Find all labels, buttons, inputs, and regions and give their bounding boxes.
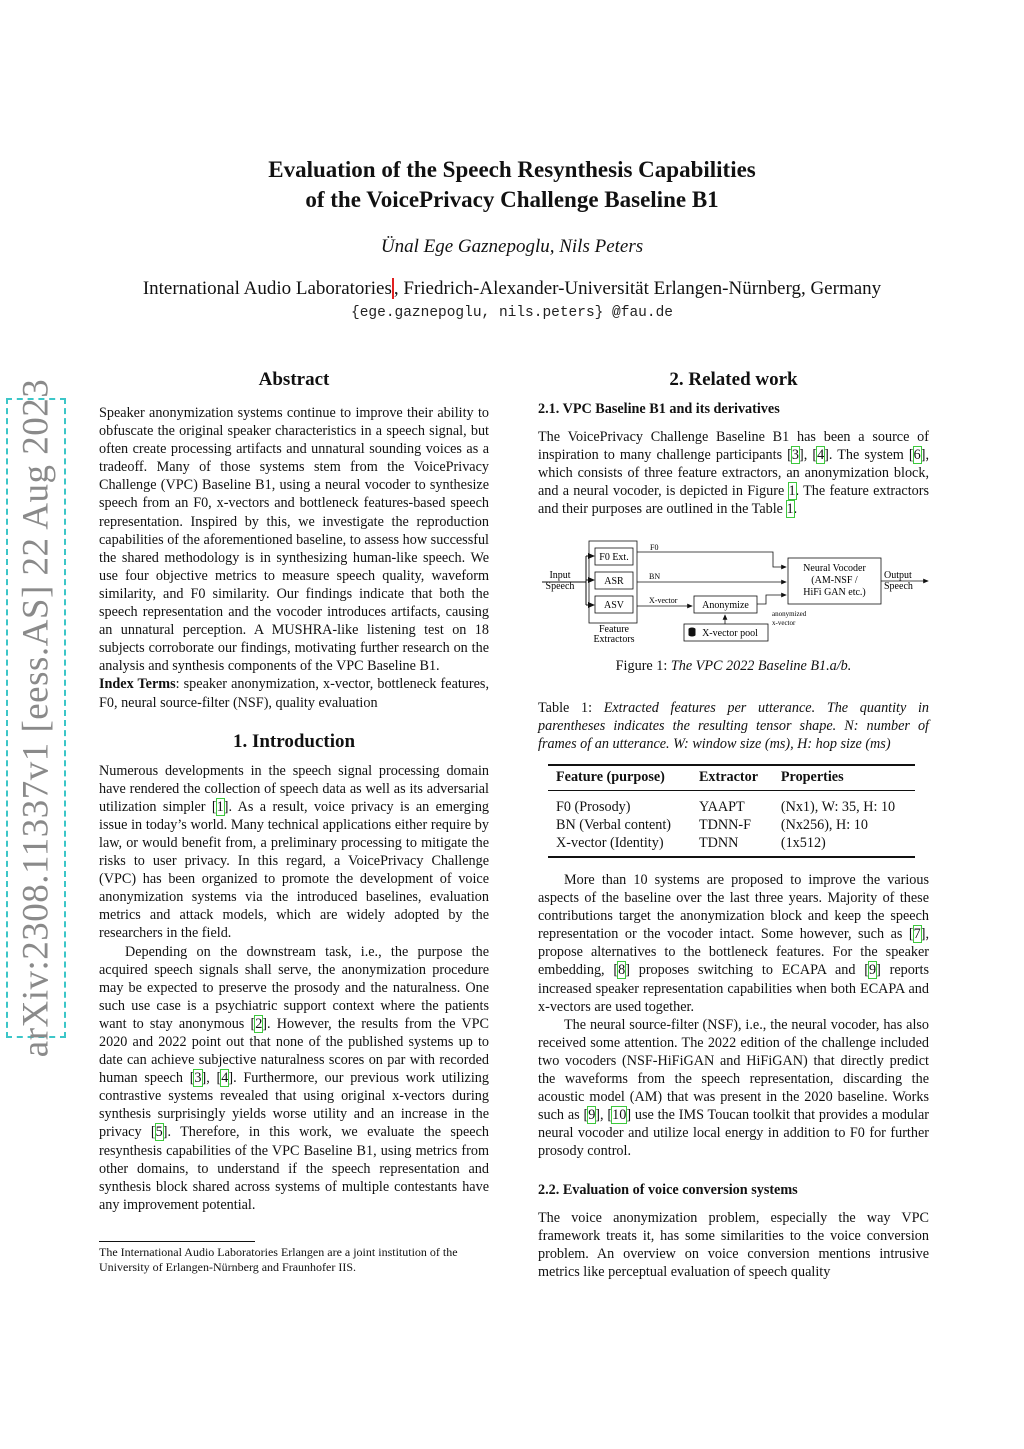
citation-link-10[interactable]: 10 [612, 1107, 627, 1124]
subsection-2-2-heading: 2.2. Evaluation of voice conversion systems [538, 1181, 798, 1198]
related-paragraph-2 [538, 871, 929, 1016]
table-cell: YAAPT [698, 799, 745, 815]
table-header-cell: Feature (purpose) [548, 765, 691, 791]
related-p2-text-c: ] proposes switching to ECAPA and [ [625, 962, 869, 979]
related-p3-text-a: The neural source-filter (NSF), i.e., the neural vocoder, has also received some attention. The 2022 edition of the challenge included two vocoders (NSF-HiFiGAN and HiFiGAN) that directly predict the waveforms from the speech representation, discarding the acoustic model (AM) that was present in the 2020 baseline. Works such as [ [538, 1016, 929, 1124]
input-speech-label-2: Speech [545, 581, 575, 592]
left-column [99, 368, 489, 1214]
introduction-heading: 1. Introduction [232, 730, 356, 752]
table-cell: F0 (Prosody) [556, 799, 631, 815]
related-paragraph-4: The voice anonymization problem, especially the way VPC framework treats it, has some similarities to the voice conversion problem. An overview on voice conversion mentions intrusive metrics like perceptual evaluation of speech quality [538, 1209, 929, 1280]
anonymized-xvector-path [757, 595, 786, 604]
asr-label: ASR [604, 576, 624, 587]
citation-link-9[interactable]: 9 [588, 1107, 596, 1124]
xvector-pool-label: X-vector pool [702, 628, 758, 639]
table-link-1[interactable]: 1 [786, 501, 794, 518]
related-p1-text-b: ], [ [799, 447, 818, 464]
author-emails: {ege.gaznepoglu, nils.peters} @fau.de [351, 305, 673, 321]
affiliation-footnote-link[interactable]: International Audio Laboratories [142, 278, 392, 299]
citation-link-1[interactable]: 1 [216, 798, 224, 815]
f0-signal-path [637, 552, 786, 567]
figure-caption-text: The VPC 2022 Baseline B1.a/b. [670, 658, 852, 674]
related-p1-text-a: The VoicePrivacy Challenge Baseline B1 has been a source of inspiration to many challenge participants [ [538, 429, 929, 464]
neural-vocoder-label-3: HiFi GAN etc.) [803, 587, 866, 598]
figure-link-1[interactable]: 1 [788, 483, 796, 500]
figure-1-caption [538, 658, 929, 675]
table-header-row [548, 765, 915, 791]
footnote: The International Audio Laboratories Erlangen are a joint institution of the University of Erlangen-Nürnberg and Fraunhofer IIS. [99, 1245, 458, 1274]
bn-path-label: BN [649, 572, 661, 581]
title-line-1: Evaluation of the Speech Resynthesis Capabilities [268, 157, 756, 182]
citation-link-4[interactable]: 4 [221, 1070, 229, 1087]
features-table [548, 764, 915, 858]
neural-vocoder-label-2: (AM-NSF / [811, 575, 858, 586]
citation-link-9[interactable]: 9 [868, 962, 877, 979]
citation-link-7[interactable]: 7 [913, 926, 921, 943]
related-p1-text-f: . [793, 501, 798, 518]
table-header-cell: Extractor [691, 765, 773, 791]
index-terms-text: : speaker anonymization, x-vector, bottleneck features, F0, neural source-filter (NSF), quality evaluation [99, 676, 489, 711]
intro-p1-text-a: Numerous developments in the speech signal processing domain have rendered the collection of speech data as well as its adversarial utilization simpler [ [99, 762, 489, 815]
citation-link-2[interactable]: 2 [255, 1015, 263, 1032]
paper-authors: Ünal Ege Gaznepoglu, Nils Peters [380, 236, 644, 257]
table-cell: (1x512) [773, 834, 915, 857]
abstract-heading: Abstract [258, 369, 330, 390]
output-speech-label-1: Output [884, 570, 912, 581]
related-p3-text-c: ] use the IMS Toucan toolkit that provides a modular neural vocoder and utilize local energy in addition to F0 for further prosody control. [538, 1107, 929, 1160]
related-p2-text-a: More than 10 systems are proposed to improve the various aspects of the baseline over the last three years. Majority of these contributions target the anonymization block and keep the speech representation or the vocoder intact. Some however, such as [ [538, 872, 929, 943]
related-paragraph-1 [538, 428, 929, 518]
asv-label: ASV [603, 600, 625, 611]
table-row [548, 791, 915, 817]
footnote-rule [99, 1241, 255, 1242]
table-cell: TDNN-F [698, 817, 751, 833]
table-row [548, 816, 915, 834]
anonymized-xvector-label-1: anonymized [772, 610, 807, 618]
table-cell: (Nx1), W: 35, H: 10 [780, 799, 896, 815]
related-p3-text-b: ], [ [595, 1107, 613, 1124]
citation-link-5[interactable]: 5 [155, 1124, 163, 1141]
related-paragraph-3 [538, 1016, 929, 1161]
figure-caption-prefix: Figure 1: [615, 658, 671, 674]
intro-p1-text-b: ]. As a result, voice privacy is an emerging issue in today’s world. Many technical applications either require by law, or would benefit from, a preliminary processing to mitigate the risks to user privacy. In this regard, a VoicePrivacy Challenge (VPC) has been organized to promote the development of voice anonymization systems via the introduced baselines, evaluation metrics and attack models, which are widely adopted by the researchers in the field. [99, 798, 490, 942]
table-cell: X-vector (Identity) [548, 834, 691, 857]
feature-extractors-label-2: Extractors [593, 634, 635, 645]
intro-p2-text-d: ]. Furthermore, our previous work utilizing contrastive systems revealed that using original x-vectors during synthesis surprisingly yields worse utility and an increase in the privacy [ [99, 1070, 489, 1141]
f0-path-label: F0 [650, 543, 659, 552]
input-speech-label-1: Input [549, 570, 571, 581]
related-p2-text-b: ], propose alternatives to the bottleneck features. For the speaker embedding, [ [538, 926, 929, 979]
intro-paragraph-1 [99, 762, 489, 943]
related-p2-text-d: ] reports increased speaker representation capabilities when both ECAPA and x-vectors are used together. [538, 962, 929, 1015]
table-cell: TDNN [691, 834, 773, 857]
table-1-caption [538, 699, 929, 753]
intro-paragraph-2 [99, 943, 489, 1214]
related-p1-text-c: ]. The system [ [824, 447, 914, 464]
index-terms-label: Index Terms [99, 676, 176, 693]
anonymized-xvector-label-2: x-vector [772, 619, 796, 627]
abstract-text: Speaker anonymization systems continue to improve their ability to obfuscate the original speaker characteristics in a speech signal, but often create processing artifacts and unnatural sounding voices as a tradeoff. Many of those systems stem from the VoicePrivacy Challenge (VPC) Baseline B1, using a neural vocoder to synthesize speech from an F0, x-vectors and bottleneck features-based speech representation. Inspired by this, we investigate the reproduction capabilities of the aforementioned baseline, to assess how successful the shared methodology is in synthesizing human-like speech. We use four objective metrics to measure speech quality, waveform similarity, and F0 similarity. Our findings indicate that both the speech representation and the vocoder introduces artifacts, causing an unnatural perception. A MUSHRA-like listening test on 18 subjects corroborate our findings, motivating further research on the analysis and synthesis components of the VPC Baseline B1. [99, 405, 489, 675]
table-caption-prefix: Table 1: [538, 700, 604, 716]
related-p1-text-e: . The feature extractors and their purposes are outlined in the Table [538, 483, 929, 518]
f0-extractor-label: F0 Ext. [599, 552, 629, 563]
intro-p2-text-e: ]. Therefore, in this work, we evaluate the speech resynthesis capabilities of the VPC Baseline B1, using metrics from other domains, to understand if the speech representation and synthesis block shared across systems of multiple contestants have any improvement potential. [99, 1124, 489, 1213]
table-header-cell: Properties [773, 765, 915, 791]
paper-title [150, 155, 874, 215]
related-work-heading: 2. Related work [669, 369, 798, 390]
title-line-2: of the VoicePrivacy Challenge Baseline B1 [305, 187, 719, 212]
right-column-bottom [538, 871, 929, 1281]
citation-link-4[interactable]: 4 [817, 447, 825, 464]
table-caption-text: Extracted features per utterance. The quantity in parentheses indicates the resulting tensor shape. N: number of frames of an utterance. W: window size (ms), H: hop size (ms) [538, 700, 930, 753]
anonymize-label: Anonymize [702, 600, 749, 611]
output-speech-label-2: Speech [884, 581, 913, 592]
xvector-path-label: X-vector [649, 596, 678, 605]
related-p1-text-d: ], which consists of three feature extractors, an anonymization block, and a neural vocoder, is depicted in Figure [538, 447, 929, 500]
intro-p2-text-c: ], [ [201, 1070, 222, 1087]
database-icon [689, 628, 696, 637]
index-terms [99, 675, 489, 711]
right-column-top [538, 368, 929, 518]
arxiv-identifier-text: arXiv:2308.11337v1 [eess.AS] 22 Aug 2023 [15, 378, 57, 1058]
intro-p2-text-b: ]. However, the results from the VPC 2020 and 2022 point out that none of the published systems up to date can achieve subjective naturalness scores on par with recorded human speech [ [99, 1015, 490, 1087]
arxiv-identifier[interactable] [6, 378, 66, 1058]
table-row [548, 834, 915, 857]
subsection-2-1-heading: 2.1. VPC Baseline B1 and its derivatives [538, 401, 780, 417]
affiliation-rest: , Friedrich-Alexander-Universität Erlangen-Nürnberg, Germany [393, 278, 882, 299]
citation-link-3[interactable]: 3 [791, 447, 799, 464]
citation-link-8[interactable]: 8 [618, 962, 626, 979]
table-cell: (Nx256), H: 10 [780, 817, 868, 833]
figure-1-diagram [538, 538, 930, 648]
neural-vocoder-label-1: Neural Vocoder [803, 563, 866, 574]
citation-link-3[interactable]: 3 [194, 1070, 202, 1087]
intro-p2-text-a: Depending on the downstream task, i.e., the purpose the acquired speech signals shall serve, the anonymization procedure may be expected to preserve the prosody and the naturalness. One such use case is a psychiatric support context where the patients want to stay anonymous [ [99, 943, 489, 1032]
citation-link-6[interactable]: 6 [913, 447, 921, 464]
table-cell: BN (Verbal content) [556, 817, 672, 833]
feature-extractors-label-1: Feature [599, 624, 629, 635]
paper-affiliation [80, 278, 944, 300]
